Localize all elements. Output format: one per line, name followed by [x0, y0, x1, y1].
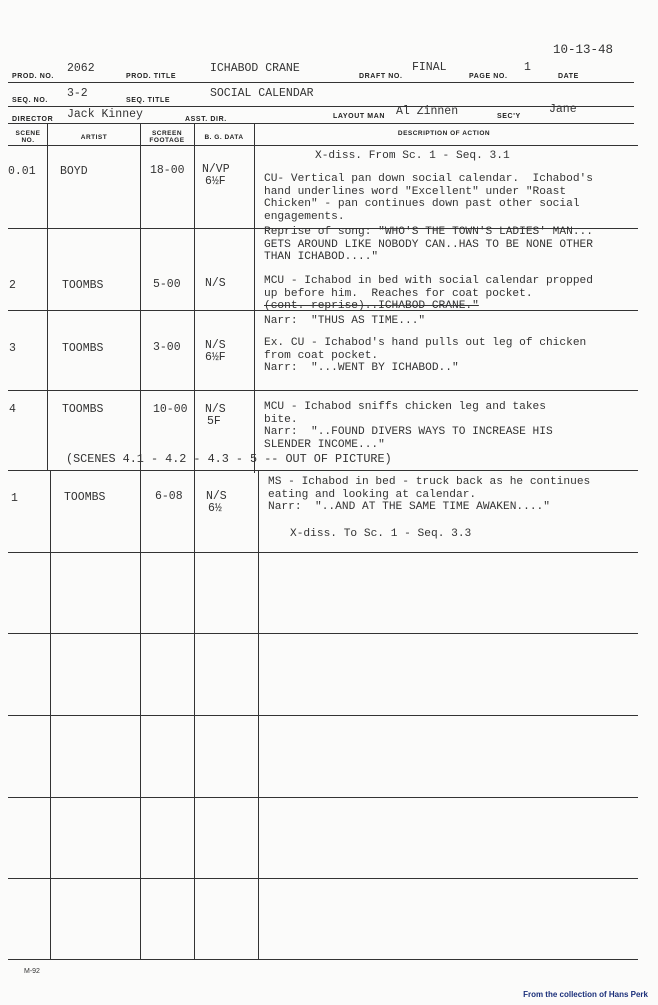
table-row-bg: N/S [206, 490, 227, 503]
seq-title-value: SOCIAL CALENDAR [210, 87, 314, 100]
director-value: Jack Kinney [67, 108, 143, 121]
scenes-note: (SCENES 4.1 - 4.2 - 4.3 - 5 -- OUT OF PICTURE) [66, 452, 392, 466]
table-row-artist: TOOMBS [62, 279, 104, 292]
page-no-label: PAGE NO. [469, 73, 508, 80]
table-row-bg: N/S [205, 277, 226, 290]
seq-title-label: SEQ. TITLE [126, 97, 171, 104]
prod-title-value: ICHABOD CRANE [210, 62, 300, 75]
table-row-artist: TOOMBS [62, 342, 104, 355]
table-row-description: Reprise of song: "WHO'S THE TOWN'S LADIES' MAN... GETS AROUND LIKE NOBODY CAN..HAS TO BE NONE OTHER THAN ICHABOD...." [264, 226, 593, 264]
table-row-description: Narr: "THUS AS TIME..." [264, 315, 426, 327]
seq-no-label: SEQ. NO. [12, 97, 48, 104]
table-row-bg: N/S [205, 403, 226, 416]
table-row-description: MCU - Ichabod sniffs chicken leg and takes bite. Narr: "..FOUND DIVERS WAYS TO INCREASE HIS SLENDER INCOME..." [264, 401, 553, 451]
table-row-artist: TOOMBS [62, 403, 104, 416]
draft-no-label: DRAFT NO. [359, 73, 403, 80]
col-artist: ARTIST [80, 134, 108, 141]
table-row-footage: 5-00 [153, 278, 181, 291]
table-row-description: X-diss. To Sc. 1 - Seq. 3.3 [290, 528, 472, 540]
table-row-footage: 3-00 [153, 341, 181, 354]
secy-label: SEC'Y [497, 113, 521, 120]
table-row-bg: N/S [205, 339, 226, 352]
col-description: DESCRIPTION OF ACTION [397, 130, 491, 137]
table-row-description-struck: (cont. reprise)..ICHABOD CRANE." [264, 300, 479, 312]
date-value: 10-13-48 [553, 43, 614, 57]
director-label: DIRECTOR [12, 116, 54, 123]
table-row-description: Ex. CU - Ichabod's hand pulls out leg of chicken from coat pocket. Narr: "...WENT BY ICHABOD.." [264, 337, 587, 375]
table-row-bg: 5F [207, 415, 221, 428]
page-no-value: 1 [524, 61, 531, 74]
collection-credit: From the collection of Hans Perk [523, 990, 648, 999]
col-screen-footage: SCREEN FOOTAGE [149, 130, 185, 144]
table-row-artist: TOOMBS [64, 491, 106, 504]
table-row-bg: 6½ [208, 502, 222, 515]
secy-value: Jane [549, 103, 577, 116]
col-bg-data: B. G. DATA [204, 134, 244, 141]
layout-man-value: Al Zinnen [396, 105, 459, 118]
table-row-footage: 10-00 [153, 403, 188, 416]
asst-dir-label: ASST. DIR. [185, 116, 227, 123]
table-row-scene: 1 [11, 492, 18, 505]
table-row-description: X-diss. From Sc. 1 - Seq. 3.1 [315, 150, 510, 162]
table-row-bg: 6½F [205, 351, 226, 364]
table-row-description: MS - Ichabod in bed - truck back as he continues eating and looking at calendar. Narr: "..AND AT THE SAME TIME AWAKEN...." [268, 476, 591, 514]
prod-no-value: 2062 [67, 62, 95, 75]
seq-no-value: 3-2 [67, 87, 88, 100]
draft-no-value: FINAL [412, 61, 447, 74]
table-row-scene: 4 [9, 403, 16, 416]
table-row-footage: 6-08 [155, 490, 183, 503]
prod-no-label: PROD. NO. [12, 73, 54, 80]
table-row-scene: 3 [9, 342, 16, 355]
table-row-bg: 6½F [205, 175, 226, 188]
form-number: M-92 [24, 968, 40, 975]
col-scene-no: SCENE NO. [15, 130, 41, 144]
table-row-description: MCU - Ichabod in bed with social calendar propped up before him. Reaches for coat pocket. [264, 275, 593, 300]
prod-title-label: PROD. TITLE [126, 73, 177, 80]
table-row-scene: 2 [9, 279, 16, 292]
table-row-artist: BOYD [60, 165, 88, 178]
table-row-scene: 0.01 [8, 165, 36, 178]
layout-man-label: LAYOUT MAN [333, 113, 386, 120]
date-label: DATE [558, 73, 579, 80]
table-row-bg: N/VP [202, 163, 230, 176]
table-row-footage: 18-00 [150, 164, 185, 177]
table-row-description: CU- Vertical pan down social calendar. Ichabod's hand underlines word "Excellent" under "Roast Chicken" - pan continues down past other social engagements. [264, 173, 593, 223]
